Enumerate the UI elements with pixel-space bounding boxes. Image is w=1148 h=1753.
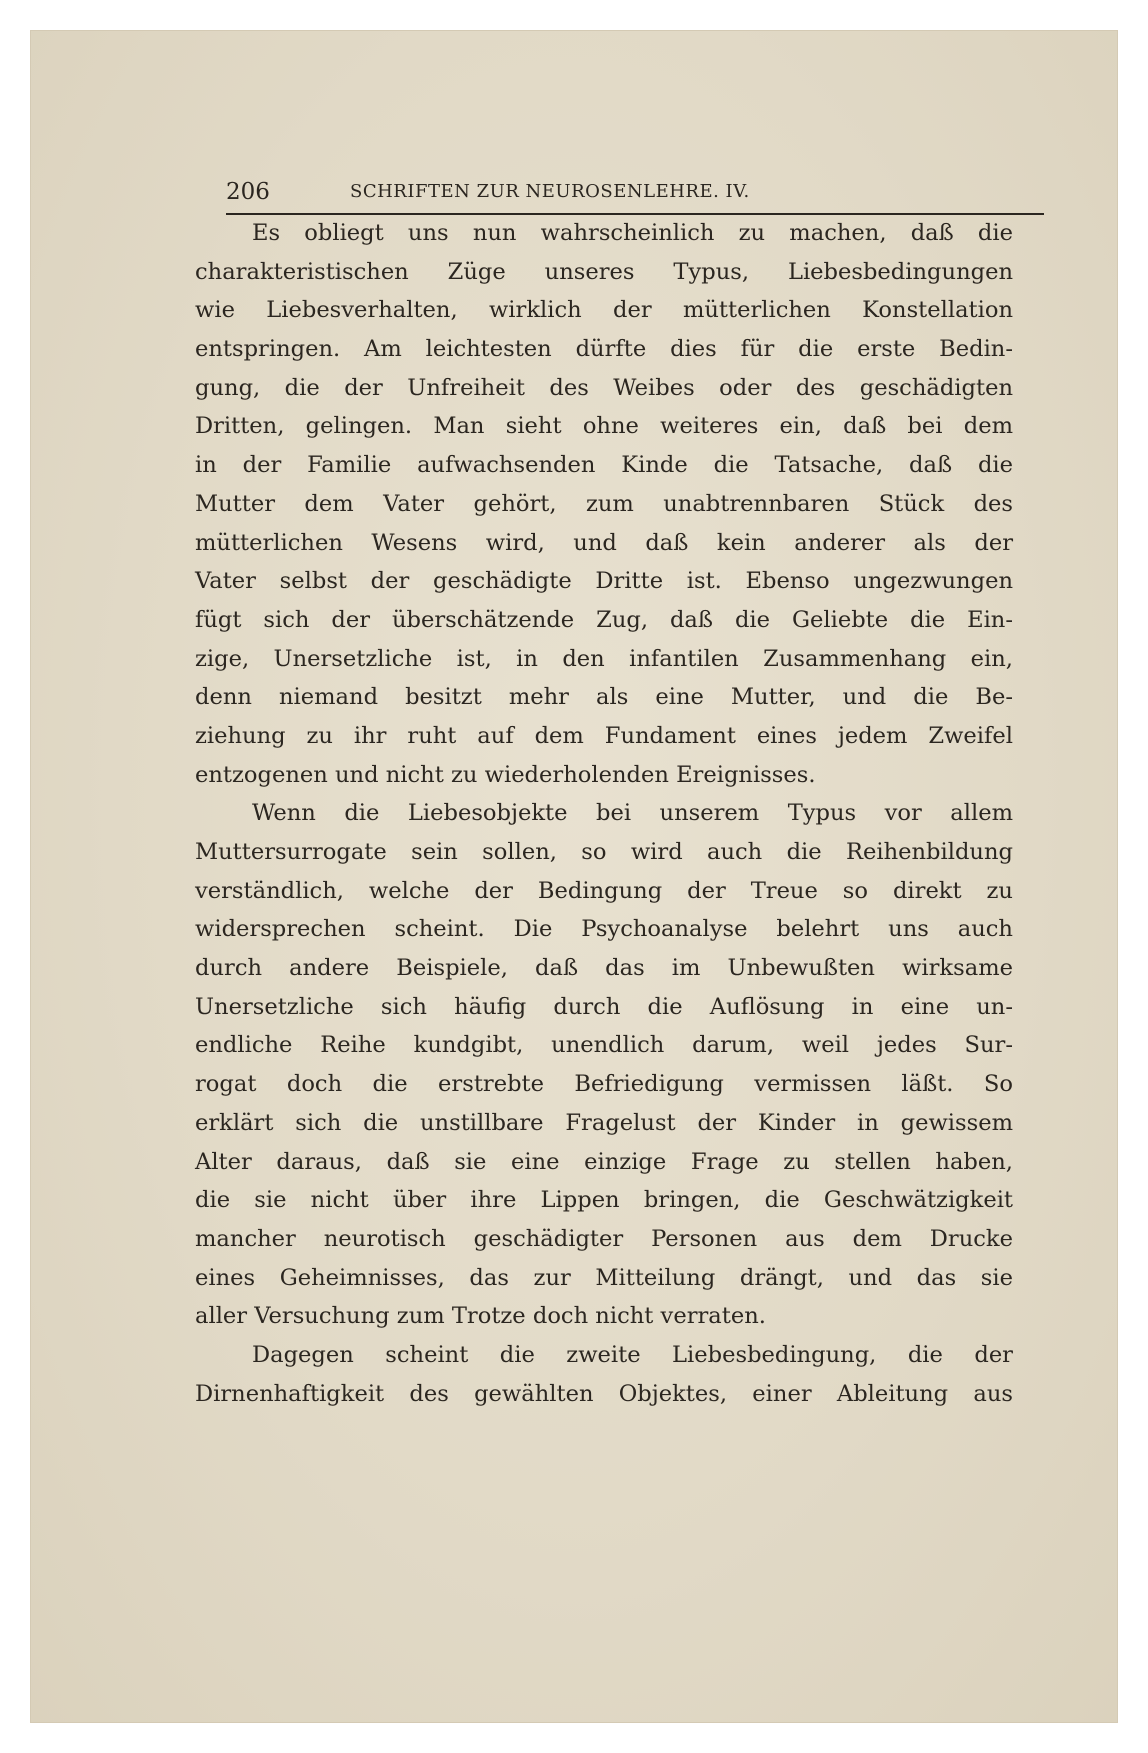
text-line: denn niemand besitzt mehr als eine Mutter, und die Be- bbox=[195, 684, 1013, 711]
text-line: erklärt sich die unstillbare Fragelust der Kinder in gewissem bbox=[195, 1109, 1013, 1136]
text-line: ziehung zu ihr ruht auf dem Fundament eines jedem Zweifel bbox=[195, 722, 1013, 749]
text-line: widersprechen scheint. Die Psychoanalyse belehrt uns auch bbox=[195, 916, 1013, 943]
text-line: Muttersurrogate sein sollen, so wird auch die Reihenbildung bbox=[195, 839, 1013, 865]
text-line: gung, die der Unfreiheit des Weibes oder des geschädigten bbox=[195, 374, 1013, 401]
text-line: in der Familie aufwachsenden Kinde die Tatsache, daß die bbox=[195, 452, 1013, 479]
text-line: wie Liebesverhalten, wirklich der mütterlichen Konstellation bbox=[195, 297, 1013, 324]
page-number: 206 bbox=[226, 179, 270, 205]
text-line: verständlich, welche der Bedingung der Treue so direkt zu bbox=[195, 877, 1013, 904]
text-line: entspringen. Am leichtesten dürfte dies für die erste Bedin- bbox=[195, 336, 1013, 363]
running-head: SCHRIFTEN ZUR NEUROSENLEHRE. IV. bbox=[350, 181, 750, 202]
body-text bbox=[195, 214, 1013, 1413]
text-line: aller Versuchung zum Trotze doch nicht verraten. bbox=[195, 1303, 766, 1330]
text-line: fügt sich der überschätzende Zug, daß die Geliebte die Ein- bbox=[195, 606, 1013, 633]
text-line: Alter daraus, daß sie eine einzige Frage zu stellen haben, bbox=[195, 1148, 1013, 1175]
text-line: Wenn die Liebesobjekte bei unserem Typus vor allem bbox=[252, 800, 1013, 827]
text-line: endliche Reihe kundgibt, unendlich darum, weil jedes Sur- bbox=[195, 1032, 1013, 1059]
text-line: Dritten, gelingen. Man sieht ohne weiteres ein, daß bei dem bbox=[195, 413, 1013, 440]
text-line: Vater selbst der geschädigte Dritte ist. Ebenso ungezwungen bbox=[195, 568, 1013, 595]
text-line: eines Geheimnisses, das zur Mitteilung drängt, und das sie bbox=[195, 1264, 1013, 1291]
text-line: Mutter dem Vater gehört, zum unabtrennbaren Stück des bbox=[195, 490, 1013, 517]
text-line: mütterlichen Wesens wird, und daß kein anderer als der bbox=[195, 529, 1013, 556]
page-header bbox=[226, 177, 1044, 215]
text-line: Es obliegt uns nun wahrscheinlich zu machen, daß die bbox=[252, 220, 1013, 246]
text-line: Unersetzliche sich häufig durch die Auflösung in eine un- bbox=[195, 993, 1013, 1020]
text-line: charakteristischen Züge unseres Typus, Liebesbedingungen bbox=[195, 258, 1013, 285]
paragraph-3 bbox=[195, 1336, 1013, 1413]
text-line: zige, Unersetzliche ist, in den infantilen Zusammenhang ein, bbox=[195, 645, 1013, 672]
paragraph-1 bbox=[195, 214, 1013, 794]
text-line: die sie nicht über ihre Lippen bringen, die Geschwätzigkeit bbox=[195, 1187, 1013, 1214]
text-line: durch andere Beispiele, daß das im Unbewußten wirksame bbox=[195, 955, 1013, 982]
text-line: Dagegen scheint die zweite Liebesbedingung, die der bbox=[252, 1341, 1013, 1368]
paragraph-2 bbox=[195, 794, 1013, 1336]
text-line: mancher neurotisch geschädigter Personen aus dem Drucke bbox=[195, 1225, 1013, 1252]
text-line: Dirnenhaftigkeit des gewählten Objektes, einer Ableitung aus bbox=[195, 1380, 1013, 1407]
text-line: rogat doch die erstrebte Befriedigung vermissen läßt. So bbox=[195, 1071, 1013, 1098]
text-line: entzogenen und nicht zu wiederholenden Ereignisses. bbox=[195, 761, 816, 788]
